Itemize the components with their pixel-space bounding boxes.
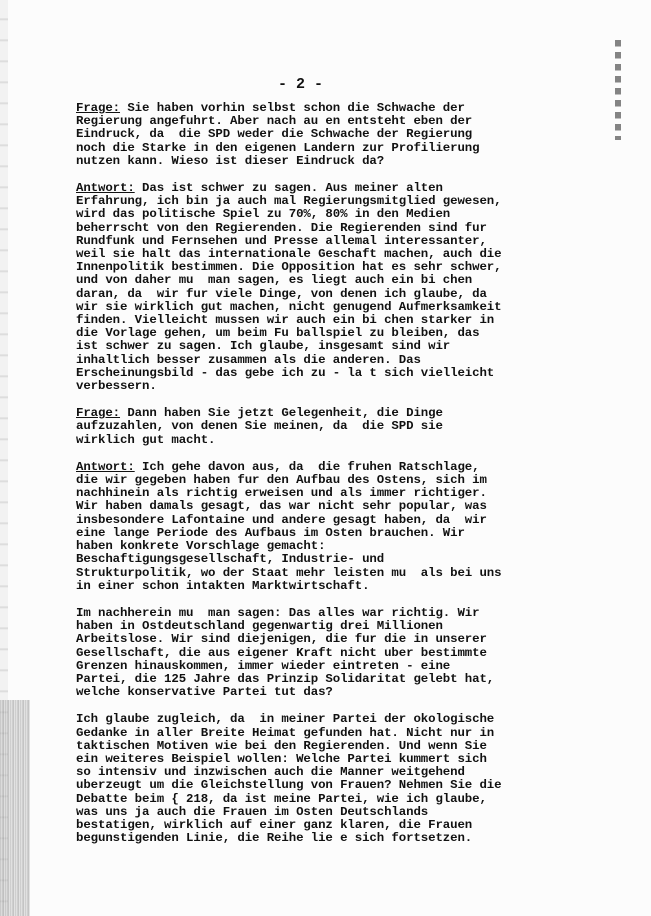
line-text: was uns ja auch die Frauen im Osten Deutschlands <box>76 804 429 819</box>
text-line <box>76 580 516 593</box>
line-text: wirklich gut macht. <box>76 432 216 447</box>
line-text: haben konkrete Vorschlage gemacht: <box>76 539 326 554</box>
line-text: Innenpolitik bestimmen. Die Opposition hat es sehr schwer, <box>76 260 502 275</box>
speaker-label: Frage: <box>76 101 121 115</box>
line-text: Rundfunk und Fernsehen und Presse allemal interessanter, <box>76 233 487 248</box>
scan-edge-right <box>615 40 621 140</box>
line-text: uberzeugt um die Gleichstellung von Frauen? Nehmen Sie die <box>76 778 502 793</box>
paragraph <box>76 607 516 699</box>
paragraph <box>76 461 516 593</box>
line-text: Strukturpolitik, wo der Staat mehr leisten mu als bei uns <box>76 565 502 580</box>
text-line <box>76 832 516 845</box>
line-text: daran, da wir fur viele Dinge, von denen ich glaube, da <box>76 286 487 301</box>
paragraph <box>76 182 516 393</box>
line-text: in einer schon intakten Marktwirtschaft. <box>76 578 370 593</box>
line-text: bestatigen, wirklich auf einer ganz klaren, die Frauen <box>76 817 473 832</box>
text-line <box>76 434 516 447</box>
scan-edge-bottom-left <box>0 700 30 916</box>
paragraph <box>76 713 516 845</box>
line-text: Debatte beim { 218, da ist meine Partei, wie ich glaube, <box>76 791 487 806</box>
line-text: so intensiv und inzwischen auch die Manner weitgehend <box>76 765 465 780</box>
interview-text <box>76 102 516 859</box>
line-text: Dann haben Sie jetzt Gelegenheit, die Dinge <box>120 406 443 421</box>
line-text: wird das politische Spiel zu 70%, 80% in den Medien <box>76 207 451 222</box>
speaker-label: Antwort: <box>76 181 135 196</box>
line-text: Eindruck, da die SPD weder die Schwache der Regierung <box>76 127 473 142</box>
line-text: ist schwer zu sagen. Ich glaube, insgesamt sind wir <box>76 339 451 354</box>
line-text: Regierung angefuhrt. Aber nach au en entsteht eben der <box>76 114 473 129</box>
line-text: Ich glaube zugleich, da in meiner Partei der okologische <box>76 712 495 727</box>
speaker-label: Frage: <box>76 406 121 421</box>
line-text: insbesondere Lafontaine und andere gesagt haben, da wir <box>76 512 487 527</box>
line-text: noch die Starke in den eigenen Landern zur Profilierung <box>76 140 480 155</box>
line-text: die Vorlage gehen, um beim Fu ballspiel zu bleiben, das <box>76 326 480 341</box>
line-text: welche konservative Partei tut das? <box>76 685 333 700</box>
paragraph <box>76 407 516 447</box>
line-text: die wir gegeben haben fur den Aufbau des Ostens, sich im <box>76 473 487 488</box>
line-text: verbessern. <box>76 379 157 394</box>
speaker-label: Antwort: <box>76 459 135 474</box>
line-text: Erscheinungsbild - das gebe ich zu - la t sich vielleicht <box>76 365 495 380</box>
text-line <box>76 380 516 393</box>
line-text: Wir haben damals gesagt, das war nicht sehr popular, was <box>76 499 487 514</box>
line-text: Im nachherein mu man sagen: Das alles war richtig. Wir <box>76 605 480 620</box>
line-text: wir sie wirklich gut machen, nicht genugend Aufmerksamkeit <box>76 299 502 314</box>
line-text: nachhinein als richtig erweisen und als immer richtiger. <box>76 486 487 501</box>
line-text: Das ist schwer zu sagen. Aus meiner alten <box>134 181 443 196</box>
line-text: Partei, die 125 Jahre das Prinzip Solidaritat gelebt hat, <box>76 671 495 686</box>
text-line <box>76 686 516 699</box>
line-text: inhaltlich besser zusammen als die anderen. Das <box>76 352 421 367</box>
line-text: ein weiteres Beispiel wollen: Welche Partei kummert sich <box>76 751 487 766</box>
line-text: beherrscht von den Regierenden. Die Regierenden sind fur <box>76 220 487 235</box>
line-text: nutzen kann. Wieso ist dieser Eindruck da? <box>76 153 385 168</box>
paragraph <box>76 102 516 168</box>
line-text: Grenzen hinauskommen, immer wieder eintreten - eine <box>76 658 451 673</box>
line-text: finden. Vielleicht mussen wir auch ein bi chen starker in <box>76 313 495 328</box>
page-number: - 2 - <box>278 76 324 93</box>
line-text: begunstigenden Linie, die Reihe lie e sich fortsetzen. <box>76 831 473 846</box>
line-text: Gesellschaft, die aus eigener Kraft nicht uber bestimmte <box>76 645 487 660</box>
line-text: aufzuzahlen, von denen Sie meinen, da die SPD sie <box>76 419 443 434</box>
line-text: eine lange Periode des Aufbaus im Osten brauchen. Wir <box>76 525 465 540</box>
line-text: Beschaftigungsgesellschaft, Industrie- und <box>76 552 385 567</box>
line-text: taktischen Motiven wie bei den Regierenden. Und wenn Sie <box>76 738 487 753</box>
line-text: Arbeitslose. Wir sind diejenigen, die fur die in unserer <box>76 632 487 647</box>
line-text: haben in Ostdeutschland gegenwartig drei Millionen <box>76 619 443 634</box>
text-line <box>76 155 516 168</box>
line-text: weil sie halt das internationale Geschaft machen, auch die <box>76 247 502 262</box>
line-text: und von daher mu man sagen, es liegt auch ein bi chen <box>76 273 473 288</box>
line-text: Gedanke in aller Breite Heimat gefunden hat. Nicht nur in <box>76 725 495 740</box>
line-text: Ich gehe davon aus, da die fruhen Ratschlage, <box>134 459 480 474</box>
line-text: Sie haben vorhin selbst schon die Schwache der <box>120 101 465 115</box>
line-text: Erfahrung, ich bin ja auch mal Regierungsmitglied gewesen, <box>76 194 502 209</box>
